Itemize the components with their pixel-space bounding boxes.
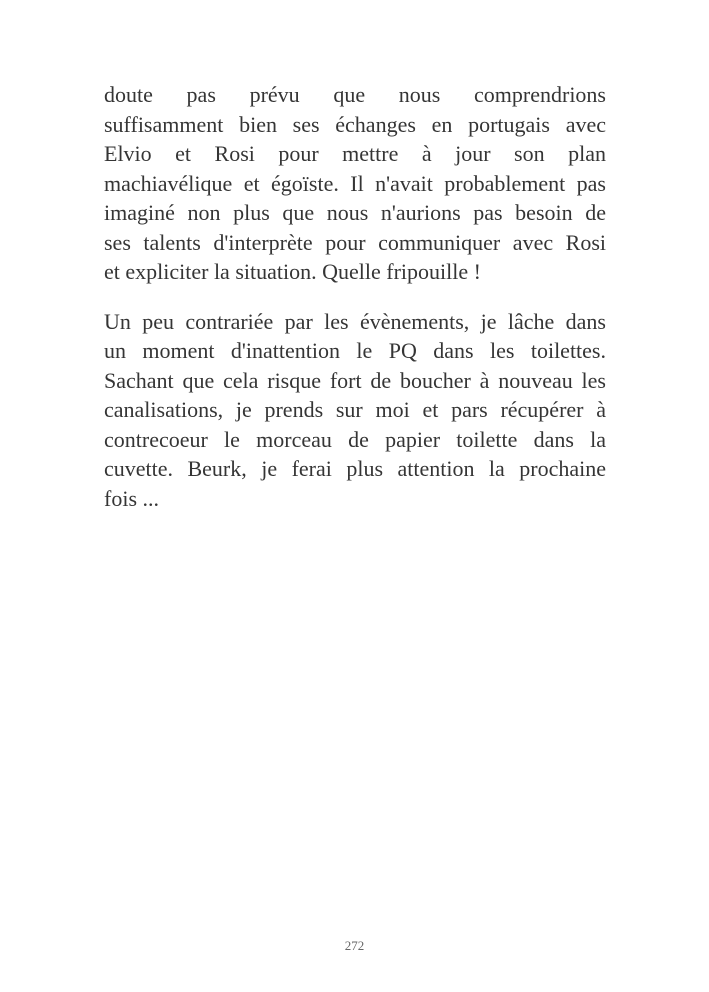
text-line: Elvio et Rosi pour mettre à jour son plan <box>104 141 606 166</box>
text-line: ses talents d'interprète pour communiquer avec Rosi <box>104 229 606 255</box>
text-line: suffisamment bien ses échanges en portugais avec <box>104 111 606 137</box>
text-line: et expliciter la situation. Quelle fripouille ! <box>104 259 481 284</box>
text-line: Un peu contrariée par les évènements, je lâche dans <box>104 308 606 334</box>
text-line: Sachant que cela risque fort de boucher à nouveau les <box>104 367 606 393</box>
text-line: contrecoeur le morceau de papier toilette dans la <box>104 426 606 452</box>
paragraph-1 <box>104 80 606 287</box>
text-line: un moment d'inattention le PQ dans les toilettes. <box>104 338 606 363</box>
text-line: canalisations, je prends sur moi et pars récupérer à <box>104 397 606 422</box>
text-line: doute pas prévu que nous comprendrions <box>104 82 606 107</box>
page-text <box>104 80 606 533</box>
text-line: imaginé non plus que nous n'aurions pas besoin de <box>104 200 606 225</box>
page-number: 272 <box>344 938 365 953</box>
text-line: cuvette. Beurk, je ferai plus attention la prochaine <box>104 456 606 481</box>
text-line: fois ... <box>104 485 159 511</box>
paragraph-2 <box>104 307 606 514</box>
text-line: machiavélique et égoïste. Il n'avait probablement pas <box>104 170 606 196</box>
